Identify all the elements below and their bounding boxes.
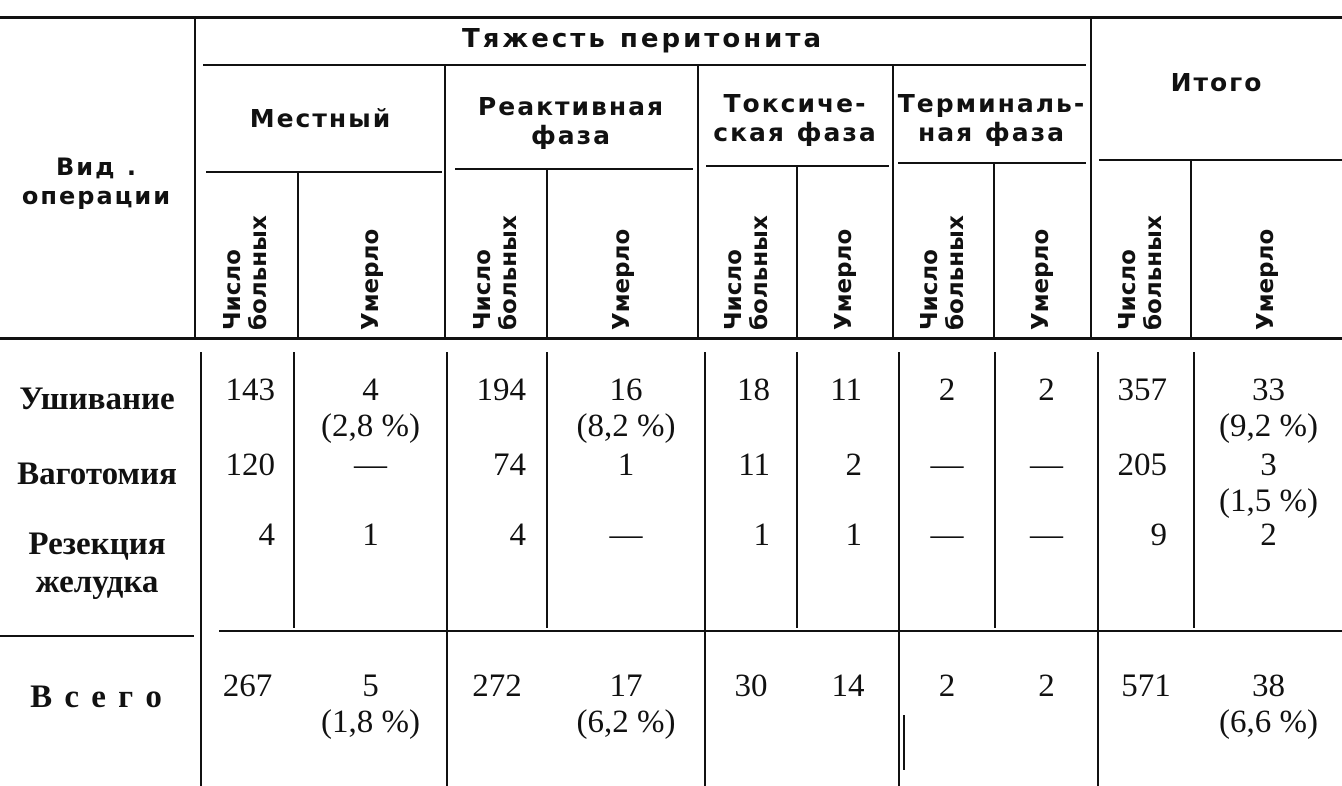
table-cell: 143 xyxy=(225,372,275,408)
row-label: Резекция xyxy=(28,526,166,562)
col-header-died xyxy=(831,178,857,334)
col-header-patients-line1: Число xyxy=(917,249,943,330)
col-header-patients-line1: Число xyxy=(721,249,747,330)
group-header: Тяжесть перитонита xyxy=(461,24,825,54)
vrule-b-8 xyxy=(1097,352,1099,786)
table-cell: 4 xyxy=(258,517,275,553)
total-cell: 38 xyxy=(1252,668,1285,704)
table-cell: 9 xyxy=(1150,517,1167,553)
rule-total-under xyxy=(1099,159,1342,161)
col-header-patients-line2: больных xyxy=(246,215,272,330)
vrule-h-0 xyxy=(194,19,196,337)
table-cell: 33 xyxy=(1252,372,1285,408)
col-header-patients xyxy=(917,178,969,334)
col-header-died-label: Умерло xyxy=(609,228,635,330)
corner-label-line1: Вид . xyxy=(56,153,138,181)
total-cell-percent: (6,6 %) xyxy=(1219,704,1318,740)
row-label: Ваготомия xyxy=(17,456,177,492)
col-header-patients xyxy=(1115,178,1167,334)
vrule-b-10 xyxy=(903,715,905,770)
col-header-died xyxy=(1253,178,1279,334)
col-header-died xyxy=(609,178,635,334)
total-header: Итого xyxy=(1170,68,1264,97)
table-cell: — xyxy=(354,447,387,483)
total-cell: 2 xyxy=(1038,668,1055,704)
table-cell-percent: (1,5 %) xyxy=(1219,483,1318,519)
col-header-patients-line2: больных xyxy=(747,215,773,330)
col-header-patients-line2: больных xyxy=(496,215,522,330)
table-cell: 194 xyxy=(476,372,526,408)
table-cell: — xyxy=(1030,517,1063,553)
table-cell: 2 xyxy=(938,372,956,408)
total-cell: 5 xyxy=(362,668,379,704)
col-header-died-label: Умерло xyxy=(831,228,857,330)
rule-top xyxy=(0,16,1342,19)
subgroup-header-1: Местный xyxy=(249,104,393,133)
subgroup-header-3-line2: ская фаза xyxy=(713,118,878,147)
col-header-patients-line1: Число xyxy=(470,249,496,330)
col-header-died-label: Умерло xyxy=(1028,228,1054,330)
total-row-label: В с е г о xyxy=(30,679,164,715)
rule-header-bottom xyxy=(0,337,1342,340)
vrule-h-8 xyxy=(1090,19,1092,337)
total-cell: 30 xyxy=(734,668,768,704)
subgroup-header-2-line1: Реактивная xyxy=(477,92,666,121)
table-cell-percent: (8,2 %) xyxy=(576,408,676,444)
vrule-h-5 xyxy=(796,167,798,337)
total-cell: 14 xyxy=(831,668,865,704)
col-header-patients xyxy=(470,178,522,334)
table-cell-percent: (2,8 %) xyxy=(321,408,420,444)
col-header-died xyxy=(1028,178,1054,334)
subgroup-header-4-line2: ная фаза xyxy=(918,118,1066,147)
table-cell: 4 xyxy=(362,372,379,408)
table-cell: 16 xyxy=(609,372,643,408)
table-cell: 3 xyxy=(1260,447,1277,483)
vrule-h-1 xyxy=(297,173,299,337)
table-cell: 1 xyxy=(753,517,770,553)
vrule-b-4 xyxy=(704,352,706,786)
table-cell: 2 xyxy=(845,447,862,483)
col-header-died xyxy=(358,178,384,334)
rule-sub-under-1 xyxy=(206,171,442,173)
rule-sub-under-4 xyxy=(898,162,1086,164)
vrule-b-2 xyxy=(446,352,448,786)
table-cell: 18 xyxy=(737,372,770,408)
vrule-b-6 xyxy=(898,352,900,786)
table-cell: 11 xyxy=(738,447,770,483)
rule-total-left xyxy=(0,635,194,637)
total-cell: 272 xyxy=(472,668,522,704)
corner-label-line2: операции xyxy=(21,182,173,210)
rule-group-under xyxy=(203,64,1086,66)
col-header-patients xyxy=(220,178,272,334)
table-cell: — xyxy=(930,447,964,483)
col-header-died-label: Умерло xyxy=(1253,228,1279,330)
row-label-line2: желудка xyxy=(35,564,159,600)
table-cell: 2 xyxy=(1038,372,1055,408)
col-header-patients-line1: Число xyxy=(220,249,246,330)
table-cell-percent: (9,2 %) xyxy=(1219,408,1318,444)
subgroup-header-3-line1: Токсиче- xyxy=(723,89,868,118)
table-cell: — xyxy=(1030,447,1063,483)
col-header-patients-line2: больных xyxy=(1141,215,1167,330)
table-cell: 120 xyxy=(225,447,275,483)
total-cell: 267 xyxy=(222,668,273,704)
table-cell: 11 xyxy=(830,372,862,408)
total-cell: 17 xyxy=(609,668,643,704)
table-cell: 4 xyxy=(509,517,526,553)
rule-total-right xyxy=(219,630,1342,632)
table-cell: 2 xyxy=(1260,517,1277,553)
row-label: Ушивание xyxy=(19,381,175,417)
table-cell: 1 xyxy=(845,517,862,553)
col-header-patients xyxy=(721,178,773,334)
subgroup-header-2-line2: фаза xyxy=(530,121,613,150)
total-cell-percent: (1,8 %) xyxy=(321,704,420,740)
table-cell: 205 xyxy=(1117,447,1167,483)
col-header-died-label: Умерло xyxy=(358,228,384,330)
vrule-b-0 xyxy=(200,352,202,786)
vrule-h-7 xyxy=(993,164,995,337)
vrule-h-9 xyxy=(1190,161,1192,337)
table-cell: — xyxy=(930,517,964,553)
table-cell: 357 xyxy=(1117,372,1167,408)
table-cell: 74 xyxy=(493,447,526,483)
col-header-patients-line1: Число xyxy=(1115,249,1141,330)
table-cell: 1 xyxy=(617,447,635,483)
total-cell: 2 xyxy=(938,668,956,704)
vrule-h-3 xyxy=(546,170,548,337)
col-header-patients-line2: больных xyxy=(943,215,969,330)
table-cell: — xyxy=(609,517,643,553)
subgroup-header-4-line1: Терминаль- xyxy=(897,89,1087,118)
total-cell: 571 xyxy=(1121,668,1171,704)
table-cell: 1 xyxy=(362,517,379,553)
total-cell-percent: (6,2 %) xyxy=(576,704,676,740)
rule-sub-under-2 xyxy=(455,168,693,170)
